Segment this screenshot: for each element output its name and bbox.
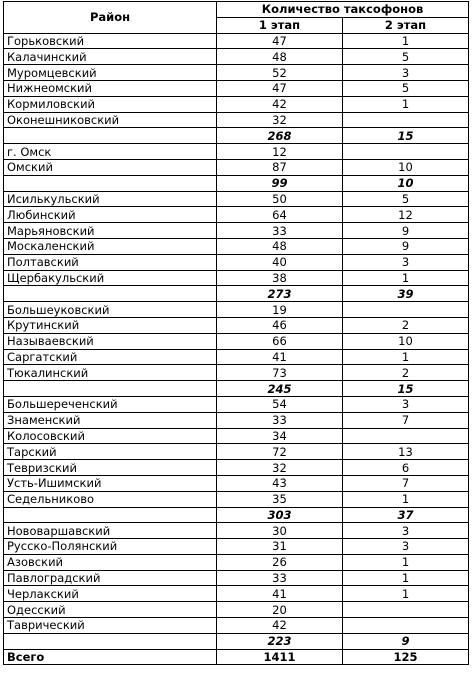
district-name: г. Омск: [4, 144, 217, 160]
stage1-value: 19: [217, 302, 343, 318]
stage2-value: 1: [343, 33, 469, 49]
district-name: Оконешниковский: [4, 112, 217, 128]
subtotal-row: [4, 128, 469, 144]
district-name: Саргатский: [4, 349, 217, 365]
table-row: [4, 491, 469, 507]
table-row: [4, 270, 469, 286]
subtotal-label: [4, 381, 217, 397]
stage2-value: 3: [343, 65, 469, 81]
table-row: [4, 254, 469, 270]
district-name: Исилькульский: [4, 191, 217, 207]
district-name: Павлоградский: [4, 570, 217, 586]
stage1-value: 66: [217, 333, 343, 349]
stage2-value: 37: [343, 507, 469, 523]
stage2-value: 3: [343, 539, 469, 555]
stage2-value: 1: [343, 554, 469, 570]
table-row: [4, 65, 469, 81]
subtotal-label: [4, 128, 217, 144]
table-row: [4, 112, 469, 128]
stage1-value: 54: [217, 396, 343, 412]
stage2-value: [343, 618, 469, 634]
district-name: Большереченский: [4, 396, 217, 412]
stage1-value: 40: [217, 254, 343, 270]
table-row: [4, 49, 469, 65]
stage1-value: 303: [217, 507, 343, 523]
table-row: [4, 523, 469, 539]
table-row: [4, 586, 469, 602]
stage1-value: 47: [217, 80, 343, 96]
district-name: Кормиловский: [4, 96, 217, 112]
subtotal-row: [4, 633, 469, 649]
stage2-value: 13: [343, 444, 469, 460]
district-name: Крутинский: [4, 317, 217, 333]
subtotal-label: [4, 507, 217, 523]
district-name: Нововаршавский: [4, 523, 217, 539]
district-name: Нижнеомский: [4, 80, 217, 96]
stage1-value: 33: [217, 223, 343, 239]
district-name: Черлакский: [4, 586, 217, 602]
stage1-value: 30: [217, 523, 343, 539]
stage2-value: 9: [343, 223, 469, 239]
table-row: [4, 238, 469, 254]
stage1-value: 32: [217, 112, 343, 128]
subtotal-row: [4, 507, 469, 523]
stage2-value: 15: [343, 381, 469, 397]
table-row: [4, 460, 469, 476]
district-name: Русско-Полянский: [4, 539, 217, 555]
stage1-value: 273: [217, 286, 343, 302]
stage2-value: 1: [343, 270, 469, 286]
stage2-value: 2: [343, 365, 469, 381]
stage2-value: [343, 302, 469, 318]
table-row: [4, 96, 469, 112]
stage2-value: 7: [343, 475, 469, 491]
subtotal-row: [4, 286, 469, 302]
district-name: Тюкалинский: [4, 365, 217, 381]
stage1-value: 47: [217, 33, 343, 49]
count-header: Количество таксофонов: [217, 2, 469, 18]
stage2-value: 1: [343, 570, 469, 586]
stage2-value: [343, 428, 469, 444]
stage1-value: 48: [217, 49, 343, 65]
stage1-value: 50: [217, 191, 343, 207]
stage2-value: 5: [343, 49, 469, 65]
stage2-value: [343, 112, 469, 128]
stage1-value: 20: [217, 602, 343, 618]
stage2-value: 3: [343, 396, 469, 412]
district-name: Таврический: [4, 618, 217, 634]
stage1-value: 38: [217, 270, 343, 286]
district-name: Седельниково: [4, 491, 217, 507]
table-row: [4, 539, 469, 555]
district-name: Усть-Ишимский: [4, 475, 217, 491]
stage1-value: 35: [217, 491, 343, 507]
stage2-value: 9: [343, 633, 469, 649]
district-name: Большеуковский: [4, 302, 217, 318]
stage2-value: 10: [343, 159, 469, 175]
stage1-value: 12: [217, 144, 343, 160]
taxophone-table: [3, 1, 469, 665]
stage2-value: 15: [343, 128, 469, 144]
district-name: Калачинский: [4, 49, 217, 65]
total-label: Всего: [4, 649, 217, 665]
stage2-value: 1: [343, 96, 469, 112]
table-row: [4, 191, 469, 207]
header-row: [4, 2, 469, 18]
table-row: [4, 333, 469, 349]
district-name: Щербакульский: [4, 270, 217, 286]
table-row: [4, 428, 469, 444]
table-row: [4, 207, 469, 223]
stage1-value: 26: [217, 554, 343, 570]
stage1-value: 41: [217, 349, 343, 365]
stage2-value: 39: [343, 286, 469, 302]
table-row: [4, 349, 469, 365]
table-row: [4, 618, 469, 634]
stage2-value: 2: [343, 317, 469, 333]
stage2-value: 10: [343, 333, 469, 349]
district-name: Полтавский: [4, 254, 217, 270]
stage2-value: [343, 144, 469, 160]
stage1-value: 41: [217, 586, 343, 602]
district-name: Азовский: [4, 554, 217, 570]
table-row: [4, 396, 469, 412]
subtotal-label: [4, 175, 217, 191]
stage2-value: 1: [343, 349, 469, 365]
table-row: [4, 475, 469, 491]
total-stage2: 125: [343, 649, 469, 665]
stage2-value: 1: [343, 586, 469, 602]
stage1-value: 33: [217, 412, 343, 428]
stage1-value: 99: [217, 175, 343, 191]
stage2-value: 1: [343, 491, 469, 507]
stage1-value: 52: [217, 65, 343, 81]
district-name: Колосовский: [4, 428, 217, 444]
table-row: [4, 80, 469, 96]
total-row: [4, 649, 469, 665]
district-name: Знаменский: [4, 412, 217, 428]
district-name: Одесский: [4, 602, 217, 618]
stage1-value: 33: [217, 570, 343, 586]
district-name: Тевризский: [4, 460, 217, 476]
subtotal-row: [4, 175, 469, 191]
stage2-value: 5: [343, 191, 469, 207]
stage2-value: [343, 602, 469, 618]
district-name: Горьковский: [4, 33, 217, 49]
stage2-value: 5: [343, 80, 469, 96]
district-name: Москаленский: [4, 238, 217, 254]
table-row: [4, 33, 469, 49]
stage1-value: 64: [217, 207, 343, 223]
stage2-value: 6: [343, 460, 469, 476]
subtotal-row: [4, 381, 469, 397]
stage2-value: 9: [343, 238, 469, 254]
stage1-value: 43: [217, 475, 343, 491]
stage1-value: 223: [217, 633, 343, 649]
table-row: [4, 317, 469, 333]
stage1-value: 34: [217, 428, 343, 444]
stage1-value: 46: [217, 317, 343, 333]
subtotal-label: [4, 286, 217, 302]
district-header: Район: [4, 2, 217, 34]
stage2-header: 2 этап: [343, 17, 469, 33]
stage1-value: 87: [217, 159, 343, 175]
stage1-value: 31: [217, 539, 343, 555]
district-name: Любинский: [4, 207, 217, 223]
table-row: [4, 302, 469, 318]
subtotal-label: [4, 633, 217, 649]
stage2-value: 3: [343, 254, 469, 270]
stage1-value: 42: [217, 96, 343, 112]
stage1-value: 73: [217, 365, 343, 381]
table-row: [4, 223, 469, 239]
district-name: Омский: [4, 159, 217, 175]
stage1-value: 72: [217, 444, 343, 460]
table-row: [4, 144, 469, 160]
table-row: [4, 570, 469, 586]
stage1-value: 32: [217, 460, 343, 476]
stage1-value: 245: [217, 381, 343, 397]
table-body: [4, 33, 469, 649]
table-row: [4, 365, 469, 381]
table-row: [4, 602, 469, 618]
stage2-value: 12: [343, 207, 469, 223]
table-row: [4, 159, 469, 175]
stage1-header: 1 этап: [217, 17, 343, 33]
district-name: Марьяновский: [4, 223, 217, 239]
stage2-value: 7: [343, 412, 469, 428]
stage1-value: 42: [217, 618, 343, 634]
district-name: Муромцевский: [4, 65, 217, 81]
stage2-value: 3: [343, 523, 469, 539]
stage1-value: 48: [217, 238, 343, 254]
district-name: Тарский: [4, 444, 217, 460]
total-stage1: 1411: [217, 649, 343, 665]
table-row: [4, 444, 469, 460]
stage2-value: 10: [343, 175, 469, 191]
table-row: [4, 412, 469, 428]
stage1-value: 268: [217, 128, 343, 144]
table-row: [4, 554, 469, 570]
district-name: Называевский: [4, 333, 217, 349]
